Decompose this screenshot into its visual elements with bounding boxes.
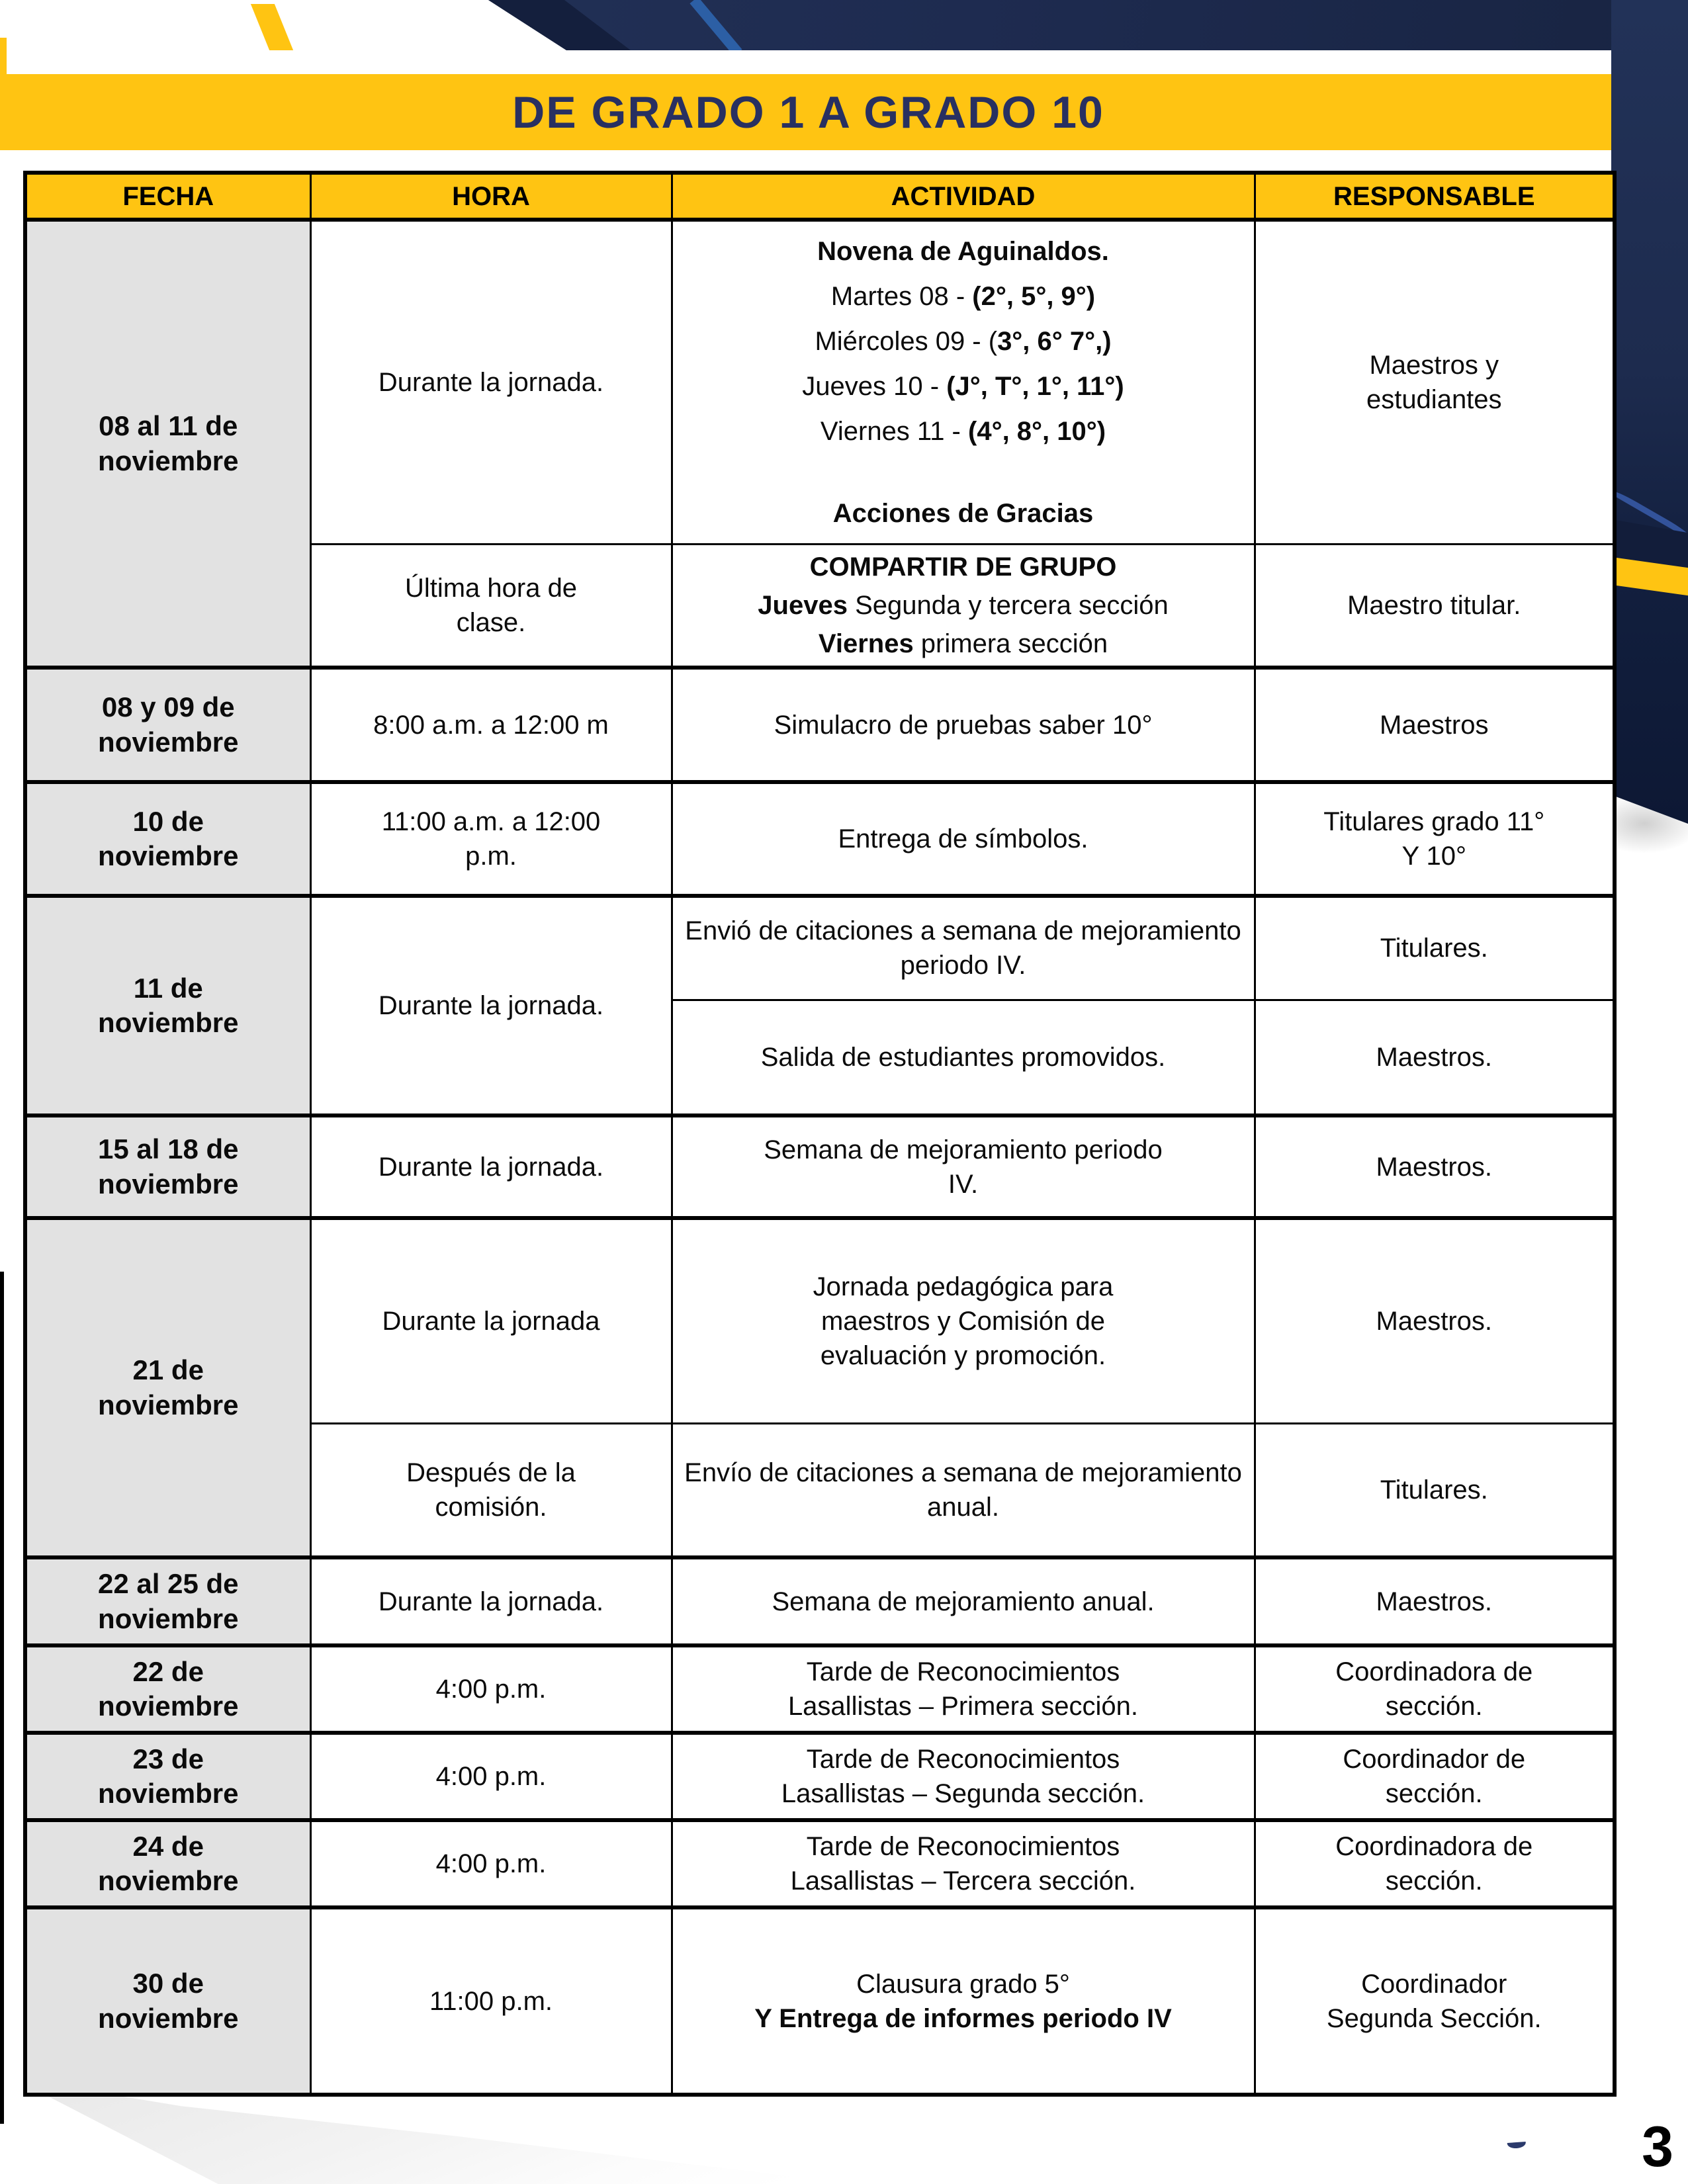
cell-fecha: 22 de noviembre [25, 1645, 310, 1733]
cell-fecha: 08 al 11 de noviembre [25, 220, 310, 668]
cell-hora: Durante la jornada. [310, 1115, 672, 1218]
cell-hora: Durante la jornada [310, 1218, 672, 1423]
table-row [25, 1820, 1615, 1907]
yellow-slash-shape [251, 4, 293, 50]
cell-actividad: Envío de citaciones a semana de mejoramiento anual. [672, 1423, 1255, 1557]
cell-hora: 4:00 p.m. [310, 1733, 672, 1820]
cell-actividad: Semana de mejoramiento periodo IV. [672, 1115, 1255, 1218]
table-row [25, 1218, 1615, 1423]
cell-responsable: Maestros. [1255, 1557, 1615, 1645]
cell-fecha: 22 al 25 de noviembre [25, 1557, 310, 1645]
title-banner [0, 74, 1617, 150]
cell-hora: 8:00 a.m. a 12:00 m [310, 668, 672, 782]
cell-fecha: 23 de noviembre [25, 1733, 310, 1820]
right-navy-band [1611, 0, 1688, 824]
table-row [25, 1645, 1615, 1733]
cell-hora: Última hora de clase. [310, 544, 672, 668]
column-header-actividad: ACTIVIDAD [672, 173, 1255, 220]
cell-responsable: Maestros. [1255, 1000, 1615, 1115]
cell-hora: 11:00 p.m. [310, 1907, 672, 2095]
cell-actividad: Simulacro de pruebas saber 10° [672, 668, 1255, 782]
cell-actividad: Clausura grado 5° Y Entrega de informes periodo IV [672, 1907, 1255, 2095]
cell-fecha: 30 de noviembre [25, 1907, 310, 2095]
cell-fecha: 21 de noviembre [25, 1218, 310, 1557]
dash-mark-icon [1507, 2142, 1527, 2149]
table-row [25, 782, 1615, 896]
cell-actividad: Novena de Aguinaldos. Martes 08 - (2°, 5°, 9°) Miércoles 09 - (3°, 6° 7°,) Jueves 10 - (J°, T°, 1°, 11°) Viernes 11 - (4°, 8°, 10°) Acciones de Gracias [672, 220, 1255, 544]
page-title: DE GRADO 1 A GRADO 10 [512, 87, 1104, 138]
cell-responsable: Coordinadora de sección. [1255, 1645, 1615, 1733]
cell-responsable: Maestros y estudiantes [1255, 220, 1615, 544]
cell-hora: 4:00 p.m. [310, 1820, 672, 1907]
page-number: 3 [1642, 2115, 1673, 2179]
cell-fecha: 08 y 09 de noviembre [25, 668, 310, 782]
cell-fecha: 15 al 18 de noviembre [25, 1115, 310, 1218]
cell-actividad: Entrega de símbolos. [672, 782, 1255, 896]
cell-responsable: Coordinadora de sección. [1255, 1820, 1615, 1907]
cell-actividad: Salida de estudiantes promovidos. [672, 1000, 1255, 1115]
left-yellow-bar [0, 38, 7, 75]
cell-responsable: Titulares grado 11° Y 10° [1255, 782, 1615, 896]
cell-fecha: 10 de noviembre [25, 782, 310, 896]
cell-hora: Durante la jornada. [310, 1557, 672, 1645]
cell-actividad: COMPARTIR DE GRUPO Jueves Segunda y tercera sección Viernes primera sección [672, 544, 1255, 668]
cell-responsable: Maestro titular. [1255, 544, 1615, 668]
cell-hora: 4:00 p.m. [310, 1645, 672, 1733]
table-row [25, 1557, 1615, 1645]
cell-fecha: 11 de noviembre [25, 896, 310, 1115]
table-row [25, 1115, 1615, 1218]
cell-hora: Durante la jornada. [310, 220, 672, 544]
cell-responsable: Titulares. [1255, 896, 1615, 1000]
cell-actividad: Tarde de Reconocimientos Lasallistas – Tercera sección. [672, 1820, 1255, 1907]
column-header-responsable: RESPONSABLE [1255, 173, 1615, 220]
light-blue-diagonal-stripe [689, 0, 742, 56]
cell-responsable: Maestros [1255, 668, 1615, 782]
table-row [25, 668, 1615, 782]
cell-hora: Después de la comisión. [310, 1423, 672, 1557]
table-row [25, 1733, 1615, 1820]
cell-responsable: Maestros. [1255, 1218, 1615, 1423]
cell-actividad: Jornada pedagógica para maestros y Comisión de evaluación y promoción. [672, 1218, 1255, 1423]
cell-actividad: Tarde de Reconocimientos Lasallistas – Primera sección. [672, 1645, 1255, 1733]
cell-hora: 11:00 a.m. a 12:00 p.m. [310, 782, 672, 896]
table-row [25, 1907, 1615, 2095]
cell-actividad: Envió de citaciones a semana de mejoramiento periodo IV. [672, 896, 1255, 1000]
column-header-fecha: FECHA [25, 173, 310, 220]
column-header-hora: HORA [310, 173, 672, 220]
schedule-table [23, 171, 1617, 2097]
left-margin-line [0, 1272, 4, 2124]
top-navy-band [488, 0, 1688, 50]
dark-navy-wedge [488, 0, 700, 50]
table-row [25, 220, 1615, 544]
cell-hora: Durante la jornada. [310, 896, 672, 1115]
header-row [25, 173, 1615, 220]
table-row [25, 896, 1615, 1000]
cell-responsable: Maestros. [1255, 1115, 1615, 1218]
cell-responsable: Coordinador de sección. [1255, 1733, 1615, 1820]
cell-actividad: Semana de mejoramiento anual. [672, 1557, 1255, 1645]
cell-responsable: Coordinador Segunda Sección. [1255, 1907, 1615, 2095]
cell-actividad: Tarde de Reconocimientos Lasallistas – Segunda sección. [672, 1733, 1255, 1820]
cell-responsable: Titulares. [1255, 1423, 1615, 1557]
bottom-gray-swoosh [48, 2084, 789, 2184]
cell-fecha: 24 de noviembre [25, 1820, 310, 1907]
